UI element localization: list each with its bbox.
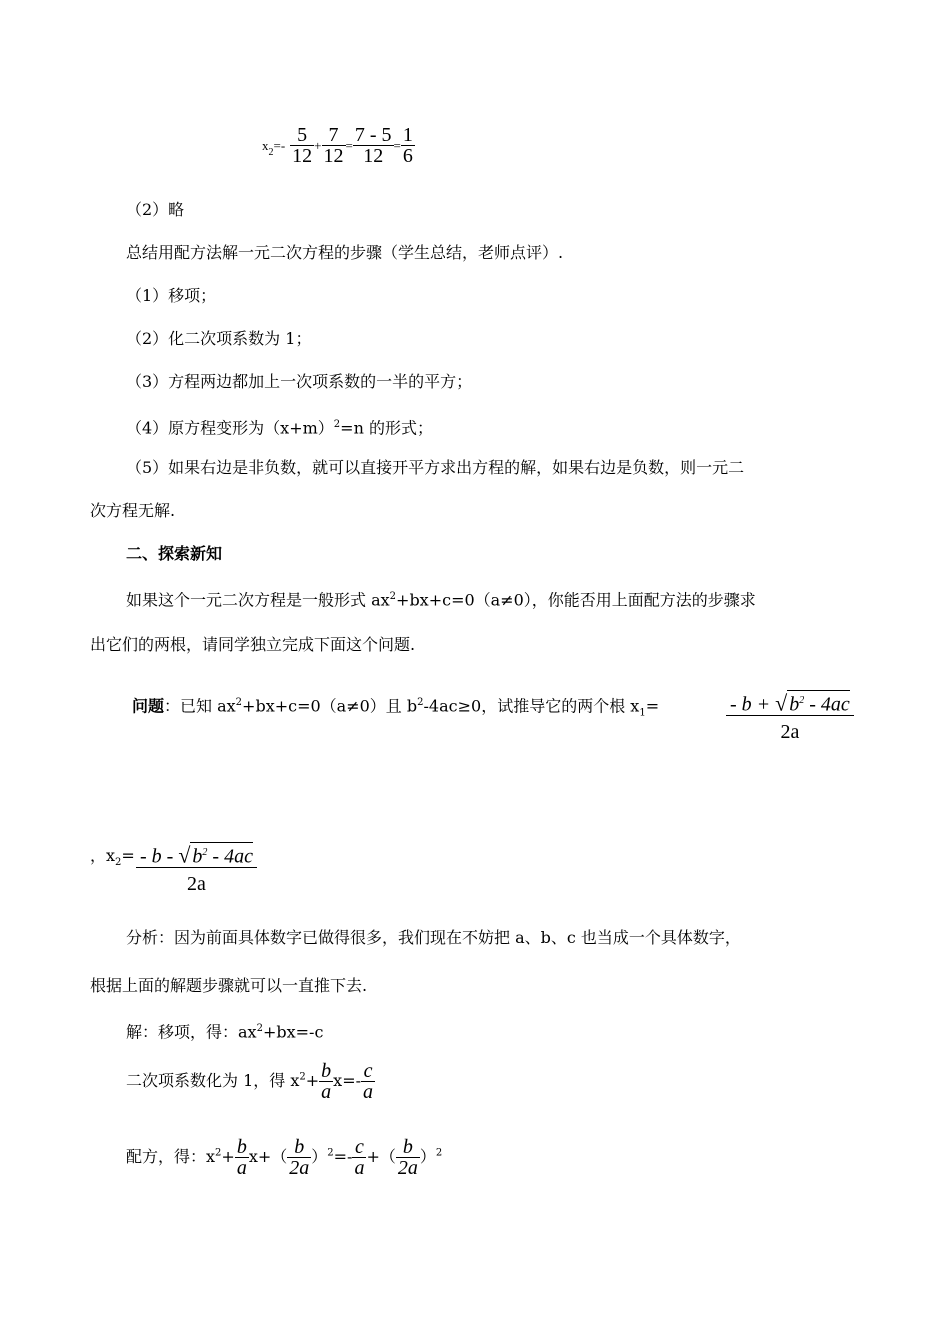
x2-symbol: x <box>262 138 269 154</box>
fraction: $\frac{7 - 5}{12}$ <box>354 124 392 167</box>
section-heading: 二、探索新知 <box>126 544 223 563</box>
text-line: （3）方程两边都加上一次项系数的一半的平方； <box>126 372 473 391</box>
text-line: 解：移项，得：$ax^2+bx=-c$ <box>126 1022 324 1042</box>
fraction: $\frac{1}{6}$ <box>402 124 413 167</box>
text-line: （2）化二次项系数为 1； <box>126 329 312 348</box>
text-line: 出它们的两根，请同学独立完成下面这个问题. <box>90 635 416 654</box>
equation-x2: $x_2=-$ $\frac{5}{12}$ + $\frac{7}{12}$ = $\frac{7 - 5}{12}$ = $\frac{1}{6}$ <box>262 124 413 167</box>
x2-prefix: ，$x_2=$ <box>90 846 135 869</box>
fraction: $\frac{5}{12}$ <box>292 124 313 167</box>
root-formula-x1: $\frac{- b + √ b^2 - 4ac}{2a}$ <box>726 690 854 742</box>
equation-line: 配方，得：$x^2+$ $\frac{b}{a}$ x+（ $\frac{b}{2a}$ ）$^2$=- $\frac{c}{a}$ +（ $\frac{b}{2a}$ ）$^2$ <box>126 1136 443 1179</box>
text-line: 分析：因为前面具体数字已做得很多，我们现在不妨把 a、b、c 也当成一个具体数字， <box>126 928 741 947</box>
sqrt-icon: √ <box>178 842 191 868</box>
text-line: 如果这个一元二次方程是一般形式 $ax^2+bx+c=0(a\ne 0)$，你能否用上面配方法的步骤求 <box>126 590 756 610</box>
sqrt-icon: √ <box>775 690 788 716</box>
text-line: （5）如果右边是非负数，就可以直接开平方求出方程的解，如果右边是负数，则一元二 <box>126 458 745 477</box>
text-line: （2）略 <box>126 200 185 219</box>
text-line: （4）原方程变形为$(x+m)^2=n$ 的形式； <box>126 418 433 438</box>
question-label: 问题 <box>132 696 165 716</box>
text-line: 次方程无解. <box>90 501 176 520</box>
fraction: $\frac{7}{12}$ <box>323 124 344 167</box>
equation-line: 二次项系数化为 1，得 $x^2+$ $\frac{b}{a}$ x=- $\frac{c}{a}$ <box>126 1060 374 1103</box>
root-formula-x2: $\frac{- b - √ b^2 - 4ac}{2a}$ <box>136 842 257 894</box>
text-line: 根据上面的解题步骤就可以一直推下去. <box>90 976 368 995</box>
question-line: 问题：已知 $ax^2+bx+c=0(a\ne 0)$且 $b^2-4ac\ge 0$，试推导它的两个根 $x_1=$ <box>132 696 660 719</box>
text-line: （1）移项； <box>126 286 217 305</box>
text-line: 总结用配方法解一元二次方程的步骤（学生总结，老师点评）. <box>126 243 564 262</box>
